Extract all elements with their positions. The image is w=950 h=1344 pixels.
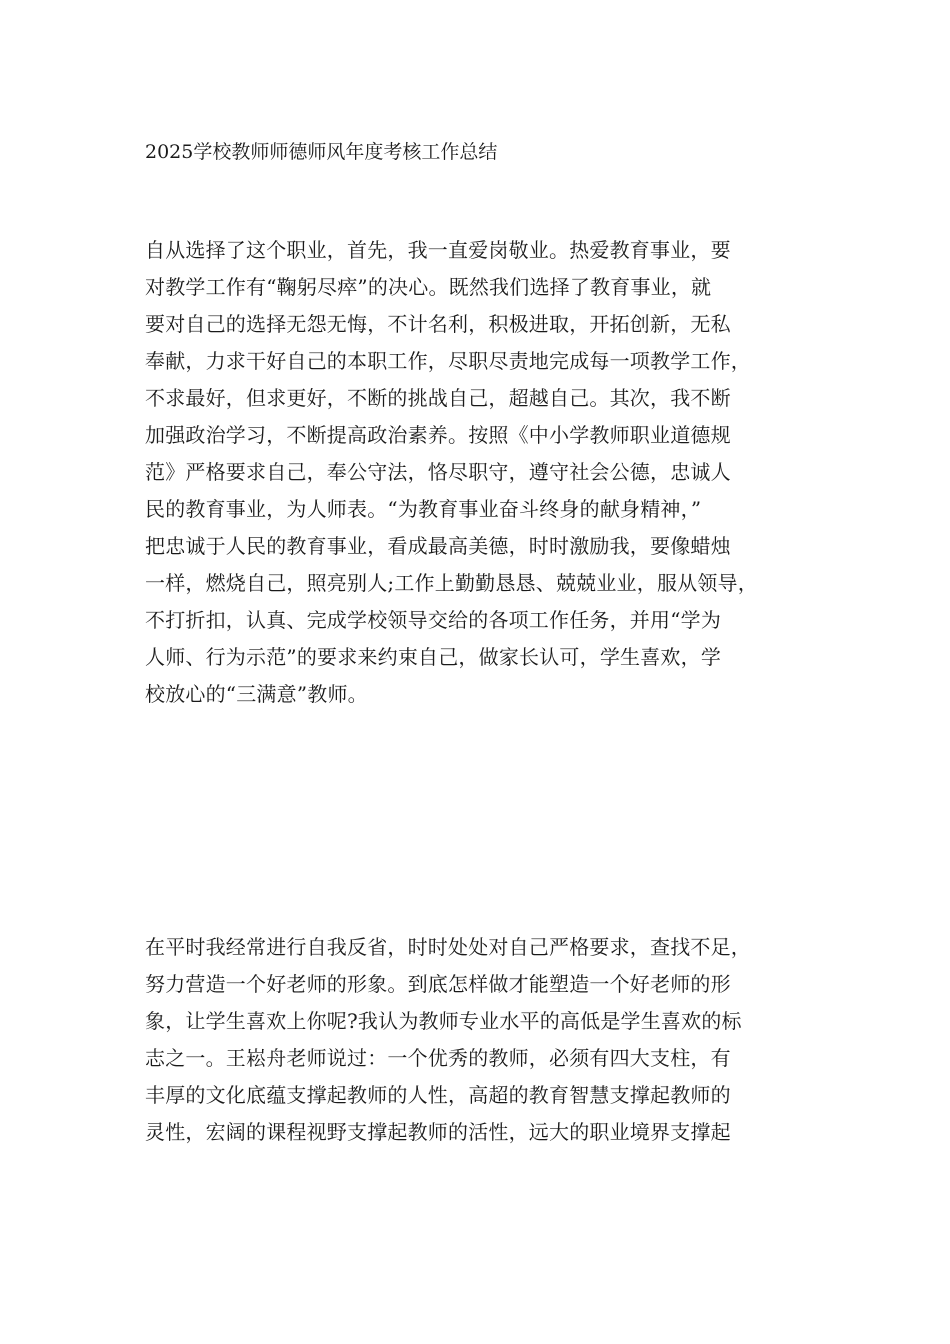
- paragraph-line: 民的教育事业，为人师表。“为教育事业奋斗终身的献身精神，”: [145, 497, 702, 521]
- paragraph-line: 加强政治学习，不断提高政治素养。按照《中小学教师职业道德规: [145, 423, 731, 447]
- paragraph-1: [145, 232, 825, 713]
- paragraph-line: 人师、行为示范”的要求来约束自己，做家长认可，学生喜欢，学: [145, 645, 722, 669]
- paragraph-line: 一样，燃烧自己，照亮别人;工作上勤勤恳恳、兢兢业业，服从领导，: [145, 571, 758, 595]
- paragraph-line: 把忠诚于人民的教育事业，看成最高美德，时时激励我，要像蜡烛: [145, 534, 731, 558]
- paragraph-line: 范》严格要求自己，奉公守法，恪尽职守，遵守社会公德，忠诚人: [145, 460, 731, 484]
- paragraph-line: 不求最好，但求更好，不断的挑战自己，超越自己。其次，我不断: [145, 386, 731, 410]
- paragraph-line: 奉献，力求干好自己的本职工作，尽职尽责地完成每一项教学工作，: [145, 349, 751, 373]
- paragraph-line: 象，让学生喜欢上你呢?我认为教师专业水平的高低是学生喜欢的标: [145, 1009, 742, 1033]
- paragraph-line: 丰厚的文化底蕴支撑起教师的人性，高超的教育智慧支撑起教师的: [145, 1083, 731, 1107]
- paragraph-line: 校放心的“三满意”教师。: [145, 682, 368, 706]
- document-title: 2025学校教师师德师风年度考核工作总结: [145, 141, 498, 163]
- paragraph-line: 对教学工作有“鞠躬尽瘁”的决心。既然我们选择了教育事业，就: [145, 275, 712, 299]
- paragraph-line: 不打折扣，认真、完成学校领导交给的各项工作任务，并用“学为: [145, 608, 722, 632]
- paragraph-line: 灵性，宏阔的课程视野支撑起教师的活性，远大的职业境界支撑起: [145, 1120, 731, 1144]
- paragraph-line: 要对自己的选择无怨无悔，不计名利，积极进取，开拓创新，无私: [145, 312, 731, 336]
- paragraph-line: 努力营造一个好老师的形象。到底怎样做才能塑造一个好老师的形: [145, 972, 731, 996]
- paragraph-2: [145, 929, 825, 1151]
- paragraph-line: 在平时我经常进行自我反省，时时处处对自己严格要求，查找不足，: [145, 935, 751, 959]
- paragraph-line: 志之一。王崧舟老师说过：一个优秀的教师，必须有四大支柱，有: [145, 1046, 731, 1070]
- paragraph-line: 自从选择了这个职业，首先，我一直爱岗敬业。热爱教育事业，要: [145, 238, 731, 262]
